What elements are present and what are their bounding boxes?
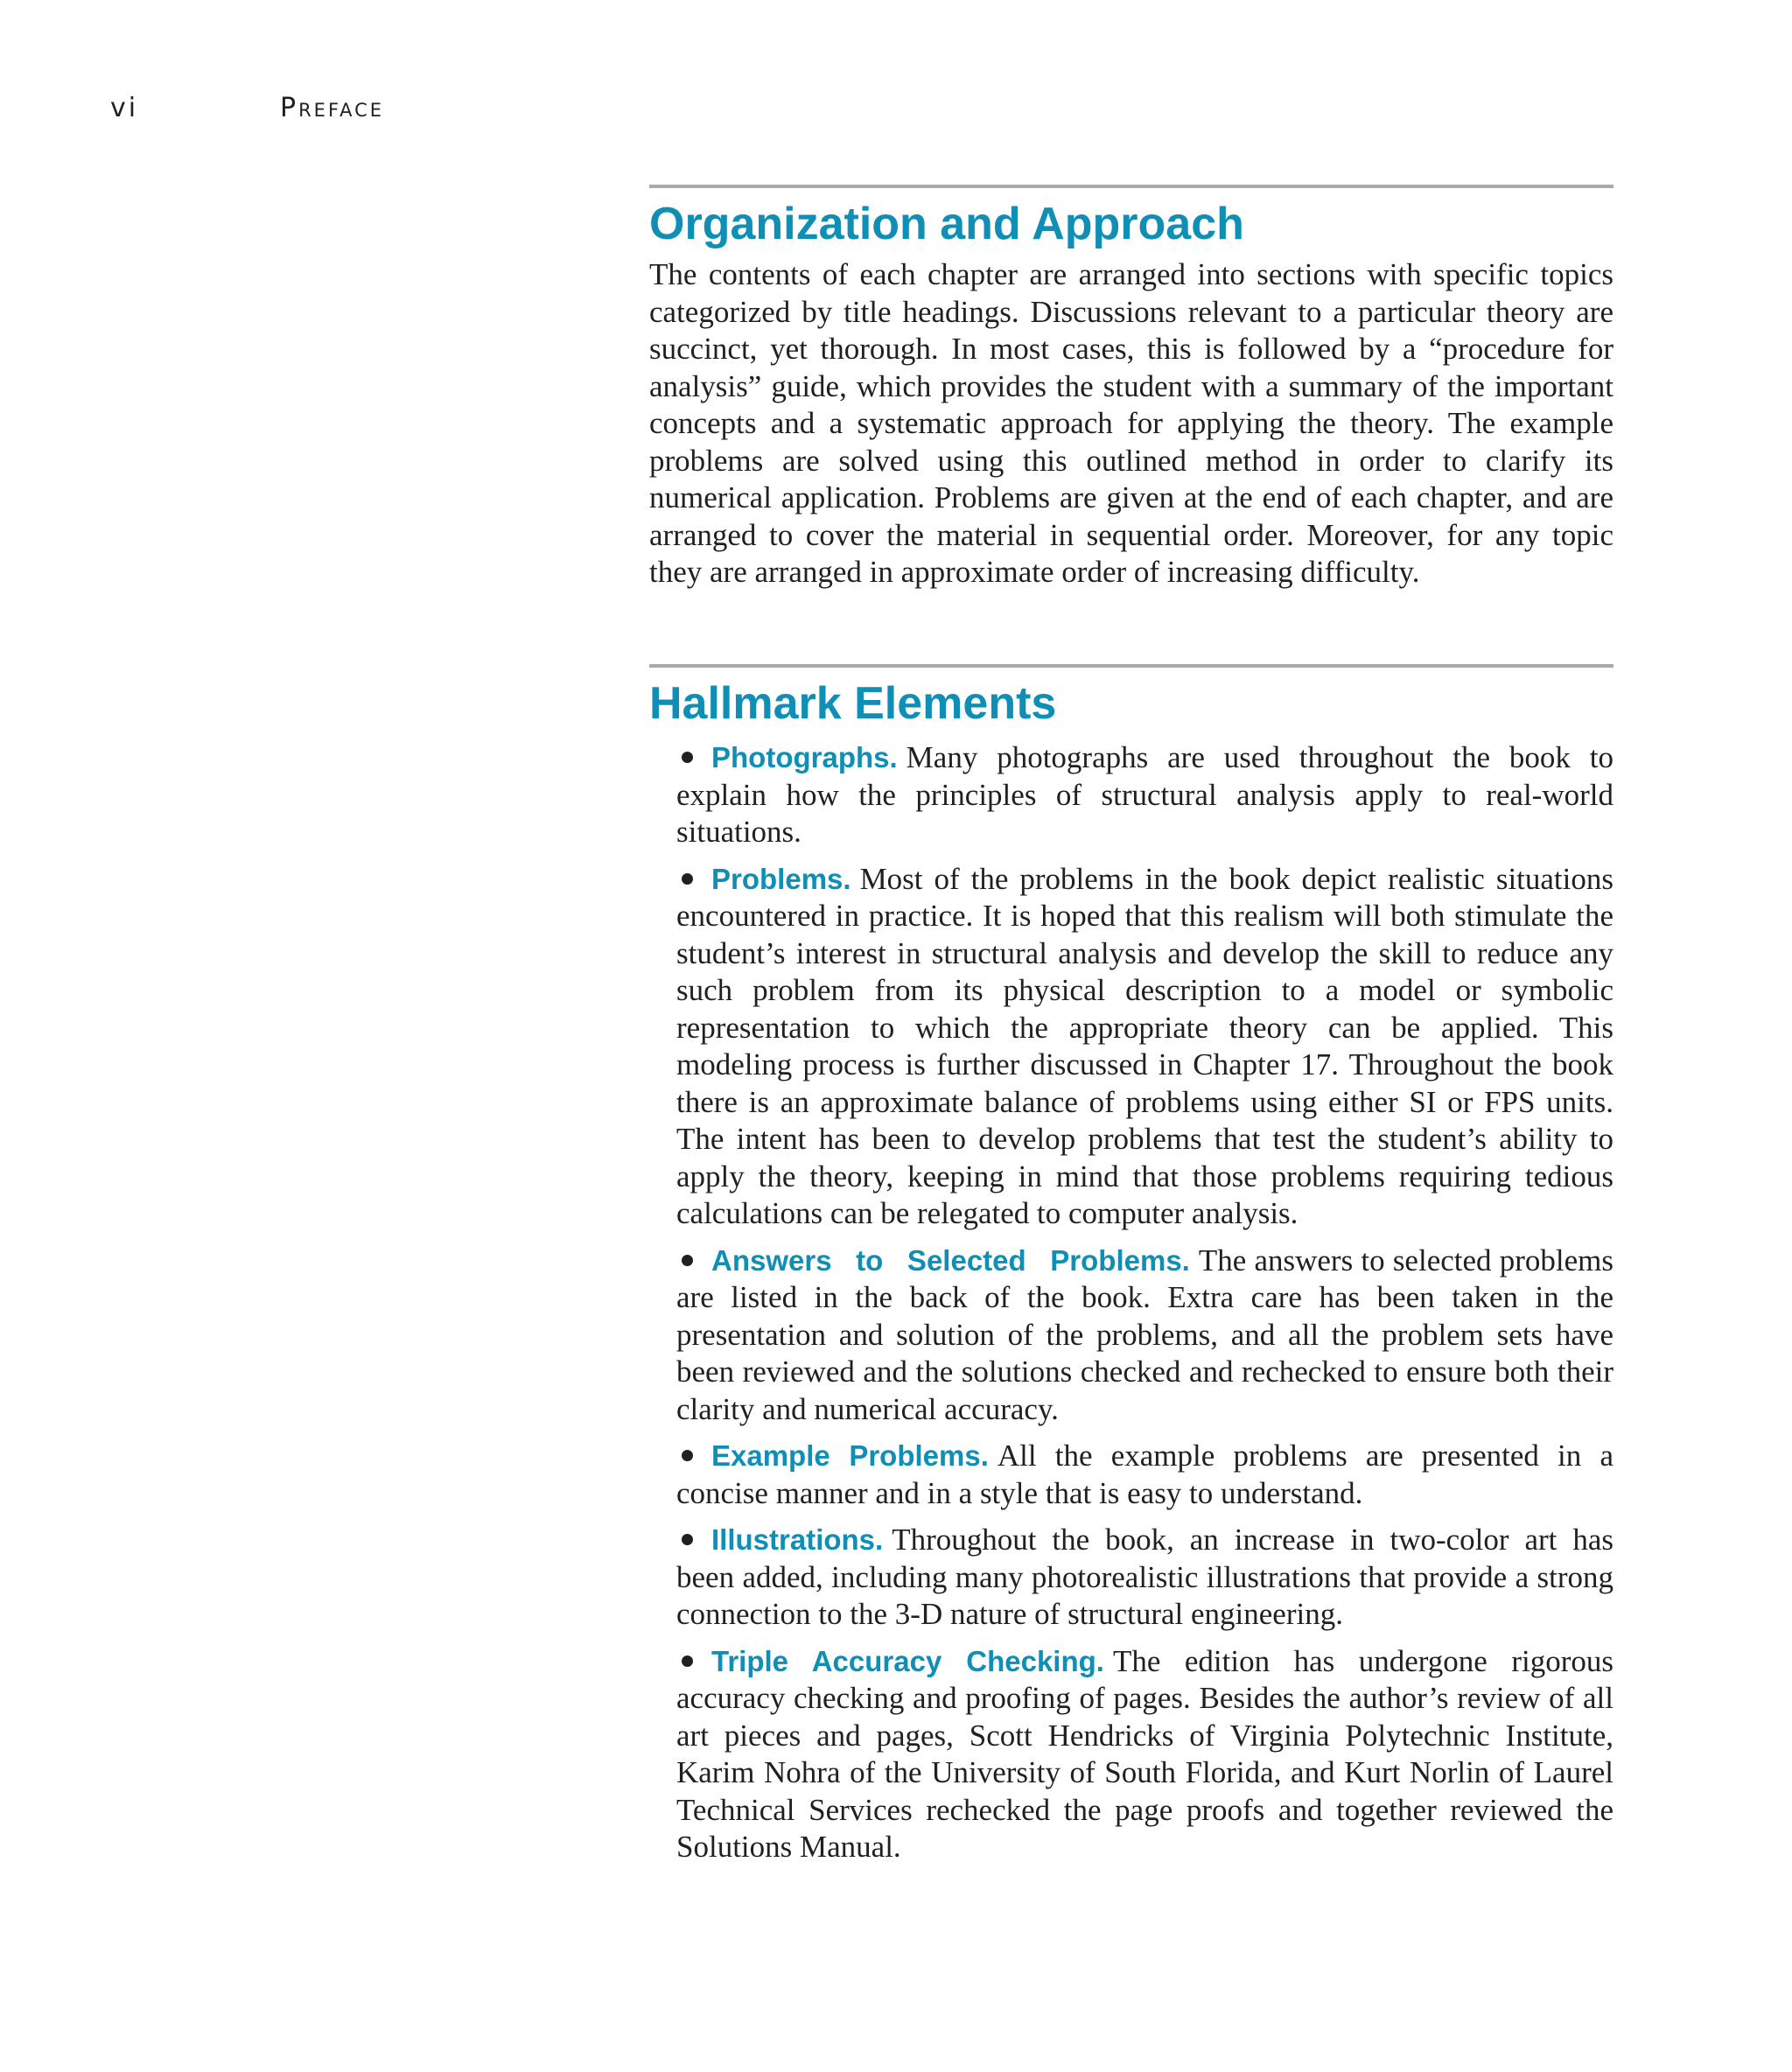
section-heading: Hallmark Elements: [649, 678, 1057, 729]
item-term: Illustrations.: [711, 1523, 884, 1556]
bullet-icon: [682, 1656, 693, 1667]
item-text: The edition has undergone rigorous accuracy checking and proofing of pages. Besides the author’s review of all art pieces and pages, Scott Hendricks of Virginia Polytechnic Institute, Karim Nohra of the University of South Florida, and Kurt Norlin of Laurel Technical Services rechecked the page proofs and together reviewed the Solutions Manual.: [676, 1643, 1614, 1864]
section-heading: Organization and Approach: [649, 199, 1244, 249]
item-text: Many photographs are used throughout the book to explain how the principles of structural analysis apply to real-world situations.: [676, 740, 1614, 849]
section-paragraph: The contents of each chapter are arranged into sections with specific topics categorized by title headings. Discussions relevant to a particular theory are succinct, yet thorough. In most cases, this is followed by a “procedure for analysis” guide, which provides the student with a summary of the important concepts and a systematic approach for applying the theory. The example problems are solved using this outlined method in order to clarify its numerical application. Problems are given at the end of each chapter, and are arranged to cover the material in sequential order. Moreover, for any topic they are arranged in approximate order of increasing difficulty.: [649, 257, 1614, 589]
item-term: Photographs.: [711, 741, 898, 774]
bullet-icon: [682, 752, 693, 763]
running-head: [0, 91, 1792, 126]
list-item: [649, 1242, 1614, 1429]
bullet-icon: [682, 873, 693, 885]
item-text: The answers to selected problems are listed in the back of the book. Extra care has been taken in the presentation and solution of the problems, and all the problem sets have been reviewed and the solutions checked and rechecked to ensure both their clarity and numerical accuracy.: [676, 1242, 1614, 1426]
bullet-icon: [682, 1255, 693, 1266]
list-item: [649, 739, 1614, 851]
item-text: Throughout the book, an increase in two-color art has been added, including many photorealistic illustrations that provide a strong connection to the 3-D nature of structural engineering.: [676, 1522, 1614, 1631]
item-term: Problems.: [711, 862, 851, 895]
list-item: [649, 1643, 1614, 1866]
item-term: Example Problems.: [711, 1439, 989, 1472]
list-item: [649, 1522, 1614, 1634]
page-number: vi: [110, 93, 139, 123]
item-term: Answers to Selected Problems.: [711, 1243, 1190, 1277]
section-organization: [649, 185, 1614, 592]
list-item: [649, 861, 1614, 1233]
hallmark-list: [649, 739, 1614, 1866]
item-text: Most of the problems in the book depict realistic situations encountered in practice. It is hoped that this realism will both stimulate the student’s interest in structural analysis and develop the skill to reduce any such problem from its physical description to a model or symbolic representation to which the appropriate theory can be applied. This modeling process is further discussed in Chapter 17. Throughout the book there is an approximate balance of problems using either SI or FPS units. The intent has been to develop problems that test the student’s ability to apply the theory, keeping in mind that those problems requiring tedious calculations can be relegated to computer analysis.: [676, 861, 1614, 1230]
bullet-icon: [682, 1534, 693, 1545]
running-title: Preface: [280, 93, 385, 123]
list-item: [649, 1438, 1614, 1512]
bullet-icon: [682, 1450, 693, 1461]
section-hallmark-elements: [649, 664, 1614, 1876]
item-term: Triple Accuracy Checking.: [711, 1644, 1104, 1677]
item-text: All the example problems are presented in a concise manner and in a style that is easy to understand.: [676, 1438, 1614, 1510]
